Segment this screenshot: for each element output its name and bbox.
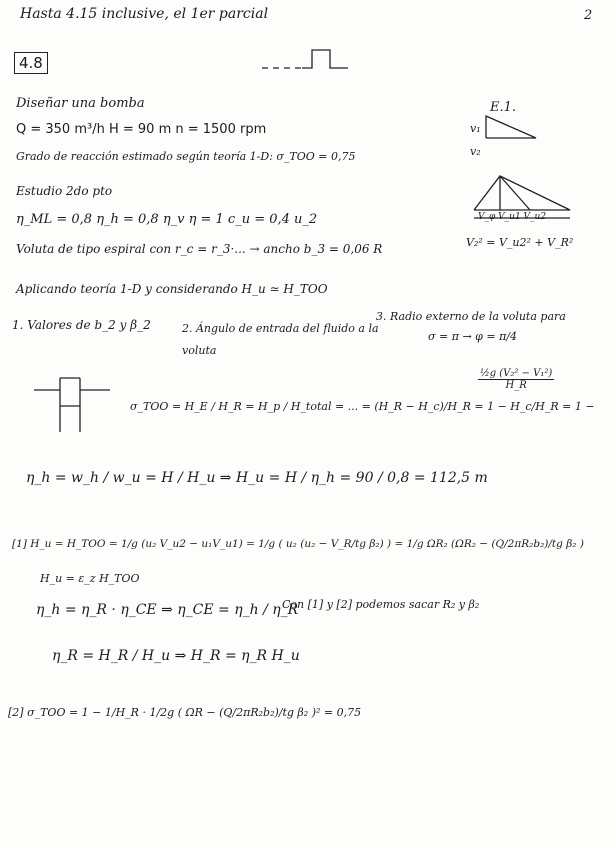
task-3-condition: σ = π → φ = π/4 (428, 330, 518, 343)
page-number: 2 (584, 8, 593, 23)
sketch-equation: V₂² = V_u2² + V_R² (466, 236, 574, 249)
eta-h-equation: η_h = w_h / w_u = H / H_u ⇒ H_u = H / η_h = 90 / 0,8 = 112,5 m (26, 470, 488, 486)
problem-grade: Grado de reacción estimado según teoría 1-D: σ_TOO = 0,75 (16, 150, 356, 163)
eta-r-equation: η_R = H_R / H_u ⇒ H_R = η_R H_u (52, 648, 300, 664)
velocity-triangle-small (484, 112, 544, 142)
problem-stages: Estudio 2do pto (16, 184, 113, 198)
problem-efficiencies: η_ML = 0,8 η_h = 0,8 η_v η = 1 c_u = 0,4 u_2 (16, 212, 318, 227)
task-1: 1. Valores de b_2 y β_2 (12, 318, 151, 332)
sketch-v-label-1: v₁ (470, 122, 481, 135)
sketch-label: E.1. (490, 100, 517, 115)
pump-pictogram (262, 44, 352, 74)
hu-equation: H_u = ε_z H_TOO (40, 572, 140, 585)
page-title: Hasta 4.15 inclusive, el 1er parcial (20, 6, 269, 22)
sigma-fraction (474, 368, 558, 391)
sigma-fraction-denominator: H_R (505, 380, 527, 391)
task-2: 2. Ángulo de entrada del fluido a la voluta (182, 322, 379, 357)
eta-chain-equation: η_h = η_R · η_CE ⇒ η_CE = η_h / η_R (36, 602, 299, 618)
sigma-fraction-numerator: ½g (V₂² − V₁²) (480, 368, 553, 379)
problem-number-box: 4.8 (14, 52, 48, 74)
problem-data: Q = 350 m³/h H = 90 m n = 1500 rpm (16, 122, 267, 137)
eta-note: Con [1] y [2] podemos sacar R₂ y β₂ (282, 598, 480, 611)
sketch-v-label-2: v₂ (470, 145, 481, 158)
problem-statement: Diseñar una bomba (16, 96, 145, 111)
equation-2: [2] σ_TOO = 1 − 1/H_R · 1/2g ( ΩR − (Q/2πR₂b₂)/tg β₂ )² = 0,75 (8, 706, 362, 719)
problem-apply: Aplicando teoría 1-D y considerando H_u ≃ H_TOO (16, 282, 328, 296)
sketch-triangle-note: V_φ V_u1 V_u2 (478, 212, 547, 222)
problem-volute: Voluta de tipo espiral con r_c = r_3·... → ancho b_3 = 0,06 R (16, 242, 383, 256)
impeller-sketch (30, 372, 120, 442)
sigma-definition: σ_TOO = H_E / H_R = H_p / H_total = ... = (H_R − H_c)/H_R = 1 − H_c/H_R = 1 − (130, 400, 595, 413)
equation-1: [1] H_u = H_TOO = 1/g (u₂ V_u2 − u₁V_u1) = 1/g ( u₂ (u₂ − V_R/tg β₂) ) = 1/g ΩR₂ (ΩR₂ − (Q/2πR₂b₂)/tg β₂ ) (12, 538, 584, 550)
task-3: 3. Radio externo de la voluta para (376, 310, 566, 323)
